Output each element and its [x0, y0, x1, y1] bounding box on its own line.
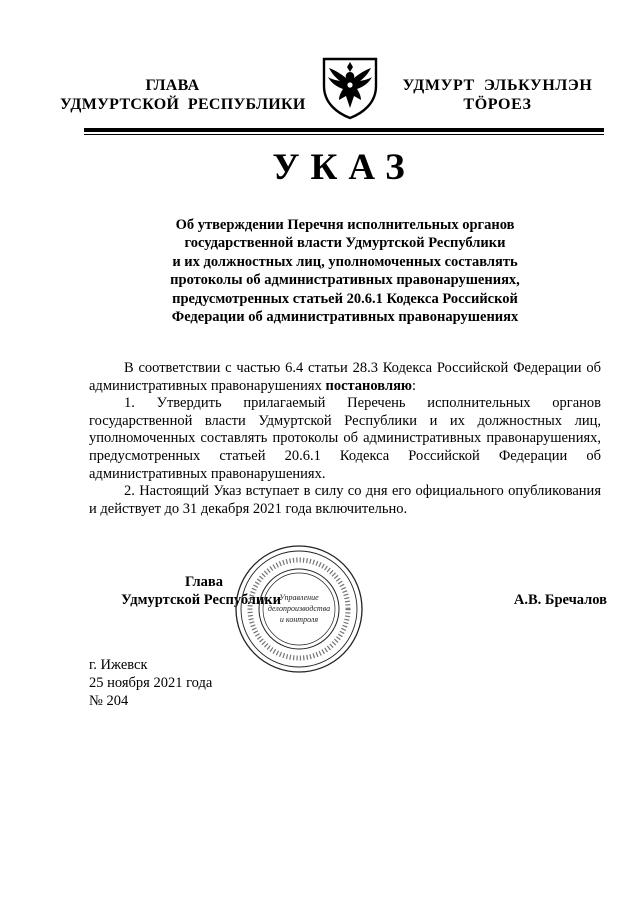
header-right-line2: ТӦРОЕЗ: [463, 96, 532, 113]
header-right-line1: УДМУРТ ЭЛЬКУНЛЭН: [402, 77, 593, 94]
subject-line: Об утверждении Перечня исполнительных органов: [175, 217, 515, 233]
signatory-name: А.В. Бречалов: [513, 592, 607, 608]
document-title: УКАЗ: [272, 147, 416, 188]
document-subject: [130, 216, 560, 326]
stamp-inner-line1: Управление: [279, 593, 319, 602]
header-left-line2: УДМУРТСКОЙ РЕСПУБЛИКИ: [60, 96, 306, 113]
body-item-1: 1. Утвердить прилагаемый Перечень исполнительных органов государственной власти Удмуртской Республики и их должностных лиц, уполномоченных составлять протоколы об административных правонарушениях, предусмотренных статьей 20.6.1 Кодекса Российской Федерации об административных правонарушениях.: [89, 395, 601, 482]
footer-city: г. Ижевск: [89, 657, 148, 673]
header-left-line1: ГЛАВА: [145, 77, 200, 94]
signature-position-line2: Удмуртской Республики: [121, 592, 281, 608]
subject-line: протоколы об административных правонарушениях,: [170, 272, 520, 289]
stamp-inner-line3: и контроля: [279, 615, 319, 624]
header-left: [60, 76, 306, 114]
subject-line: государственной власти Удмуртской Республики: [184, 235, 506, 252]
subject-line: и их должностных лиц, уполномоченных составлять: [172, 253, 518, 270]
subject-line: предусмотренных статьей 20.6.1 Кодекса Российской: [172, 290, 518, 307]
body-preamble: [89, 360, 601, 395]
subject-line: Федерации об административных правонарушениях: [171, 309, 519, 326]
document-footer: [89, 656, 339, 710]
body-item-2: 2. Настоящий Указ вступает в силу со дня его официального опубликования и действует до 31 декабря 2021 года включительно.: [89, 483, 601, 517]
document-body: [89, 360, 601, 518]
header-right: [385, 76, 610, 114]
coat-of-arms-icon: [321, 56, 379, 120]
header-divider-thick: [84, 128, 604, 132]
preamble-decree-word: постановляю: [325, 377, 413, 394]
header-divider-thin: [84, 134, 604, 135]
footer-date: 25 ноября 2021 года: [89, 675, 213, 691]
preamble-colon: :: [412, 377, 417, 394]
preamble-text: В соответствии с частью 6.4 статьи 28.3 Кодекса Российской Федерации об административных правонарушениях: [89, 360, 601, 394]
stamp-inner-line2: делопроизводства: [267, 604, 331, 613]
signature-position-line1: Глава: [184, 574, 223, 590]
footer-number: № 204: [89, 693, 129, 709]
